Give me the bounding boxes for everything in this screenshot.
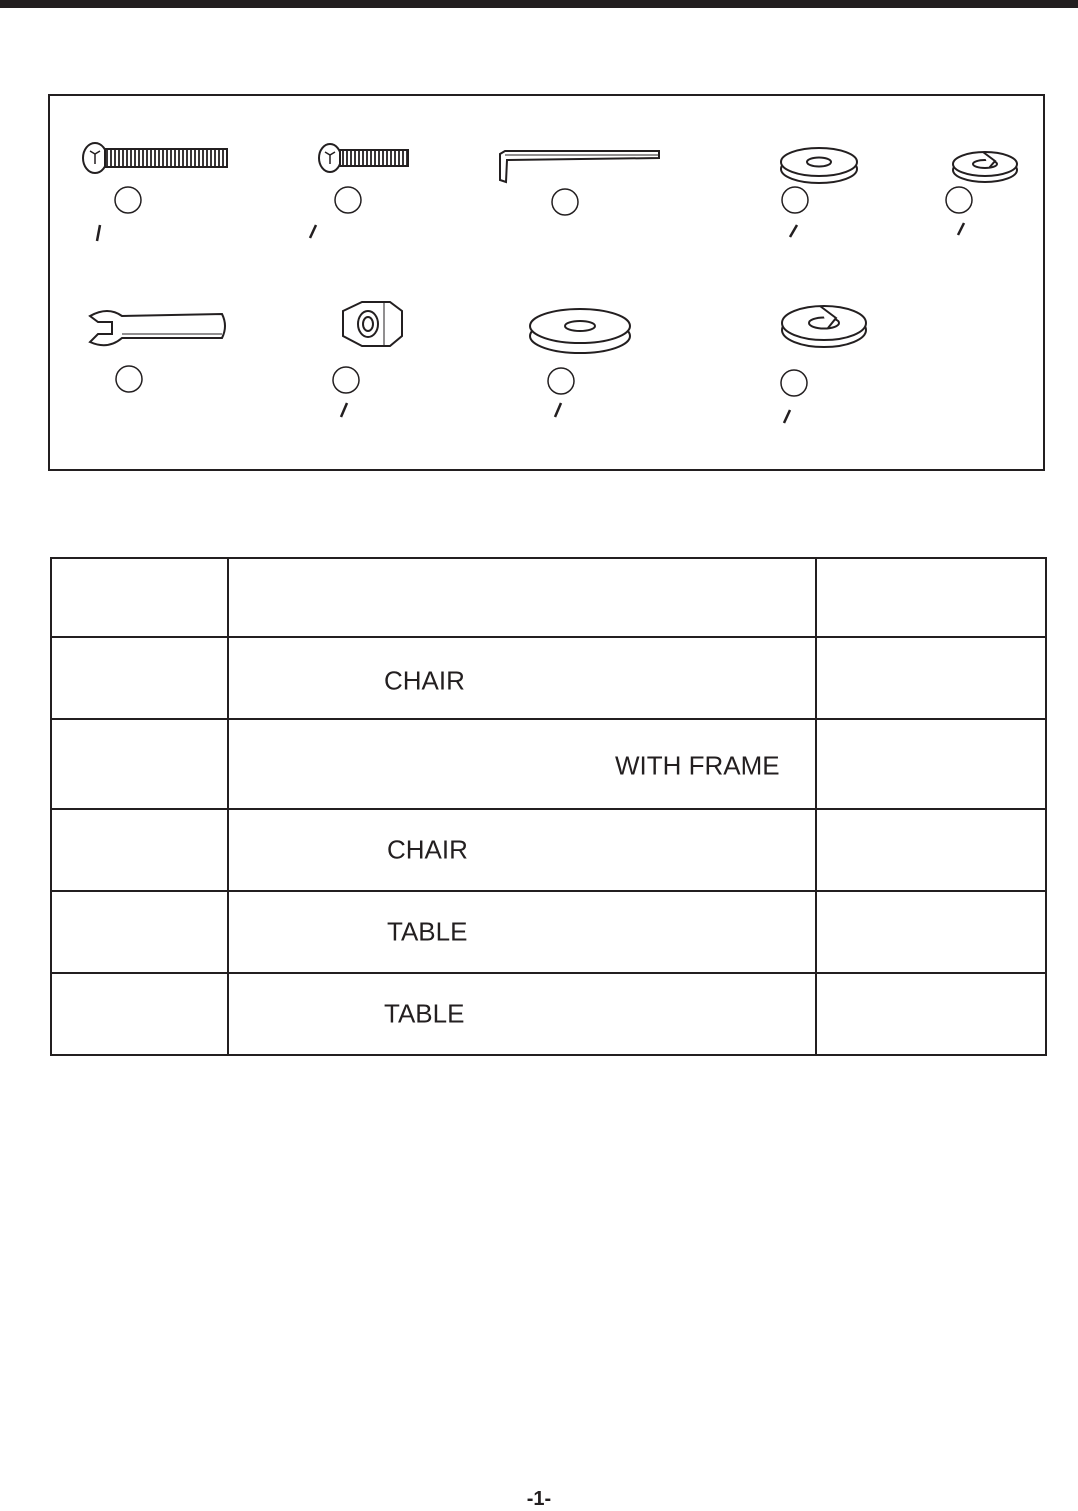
table-row [51,719,1046,809]
large-washer-icon [530,309,630,353]
table-row [51,973,1046,1055]
hex-nut-icon [343,302,402,346]
flat-washer-icon [781,148,857,183]
short-bolt-icon [319,144,408,172]
top-rule [0,0,1078,8]
parts-list-table [50,557,1047,1056]
part-description: CHAIR [387,834,468,865]
table-row [51,637,1046,719]
hardware-illustrations [50,96,1043,469]
part-description: TABLE [384,998,465,1029]
hardware-panel [48,94,1045,471]
long-bolt-icon [83,143,227,173]
split-washer-icon [953,152,1017,182]
part-description: TABLE [387,916,468,947]
page-number: -1- [526,1488,552,1510]
allen-key-icon [500,151,659,182]
part-description: CHAIR [384,665,465,696]
part-label-circles [115,187,972,396]
wrench-icon [90,311,225,345]
spring-washer-icon [782,306,866,347]
part-description: WITH FRAME [615,750,780,781]
table-header-row [51,558,1046,637]
table-row [51,809,1046,891]
table-row [51,891,1046,973]
